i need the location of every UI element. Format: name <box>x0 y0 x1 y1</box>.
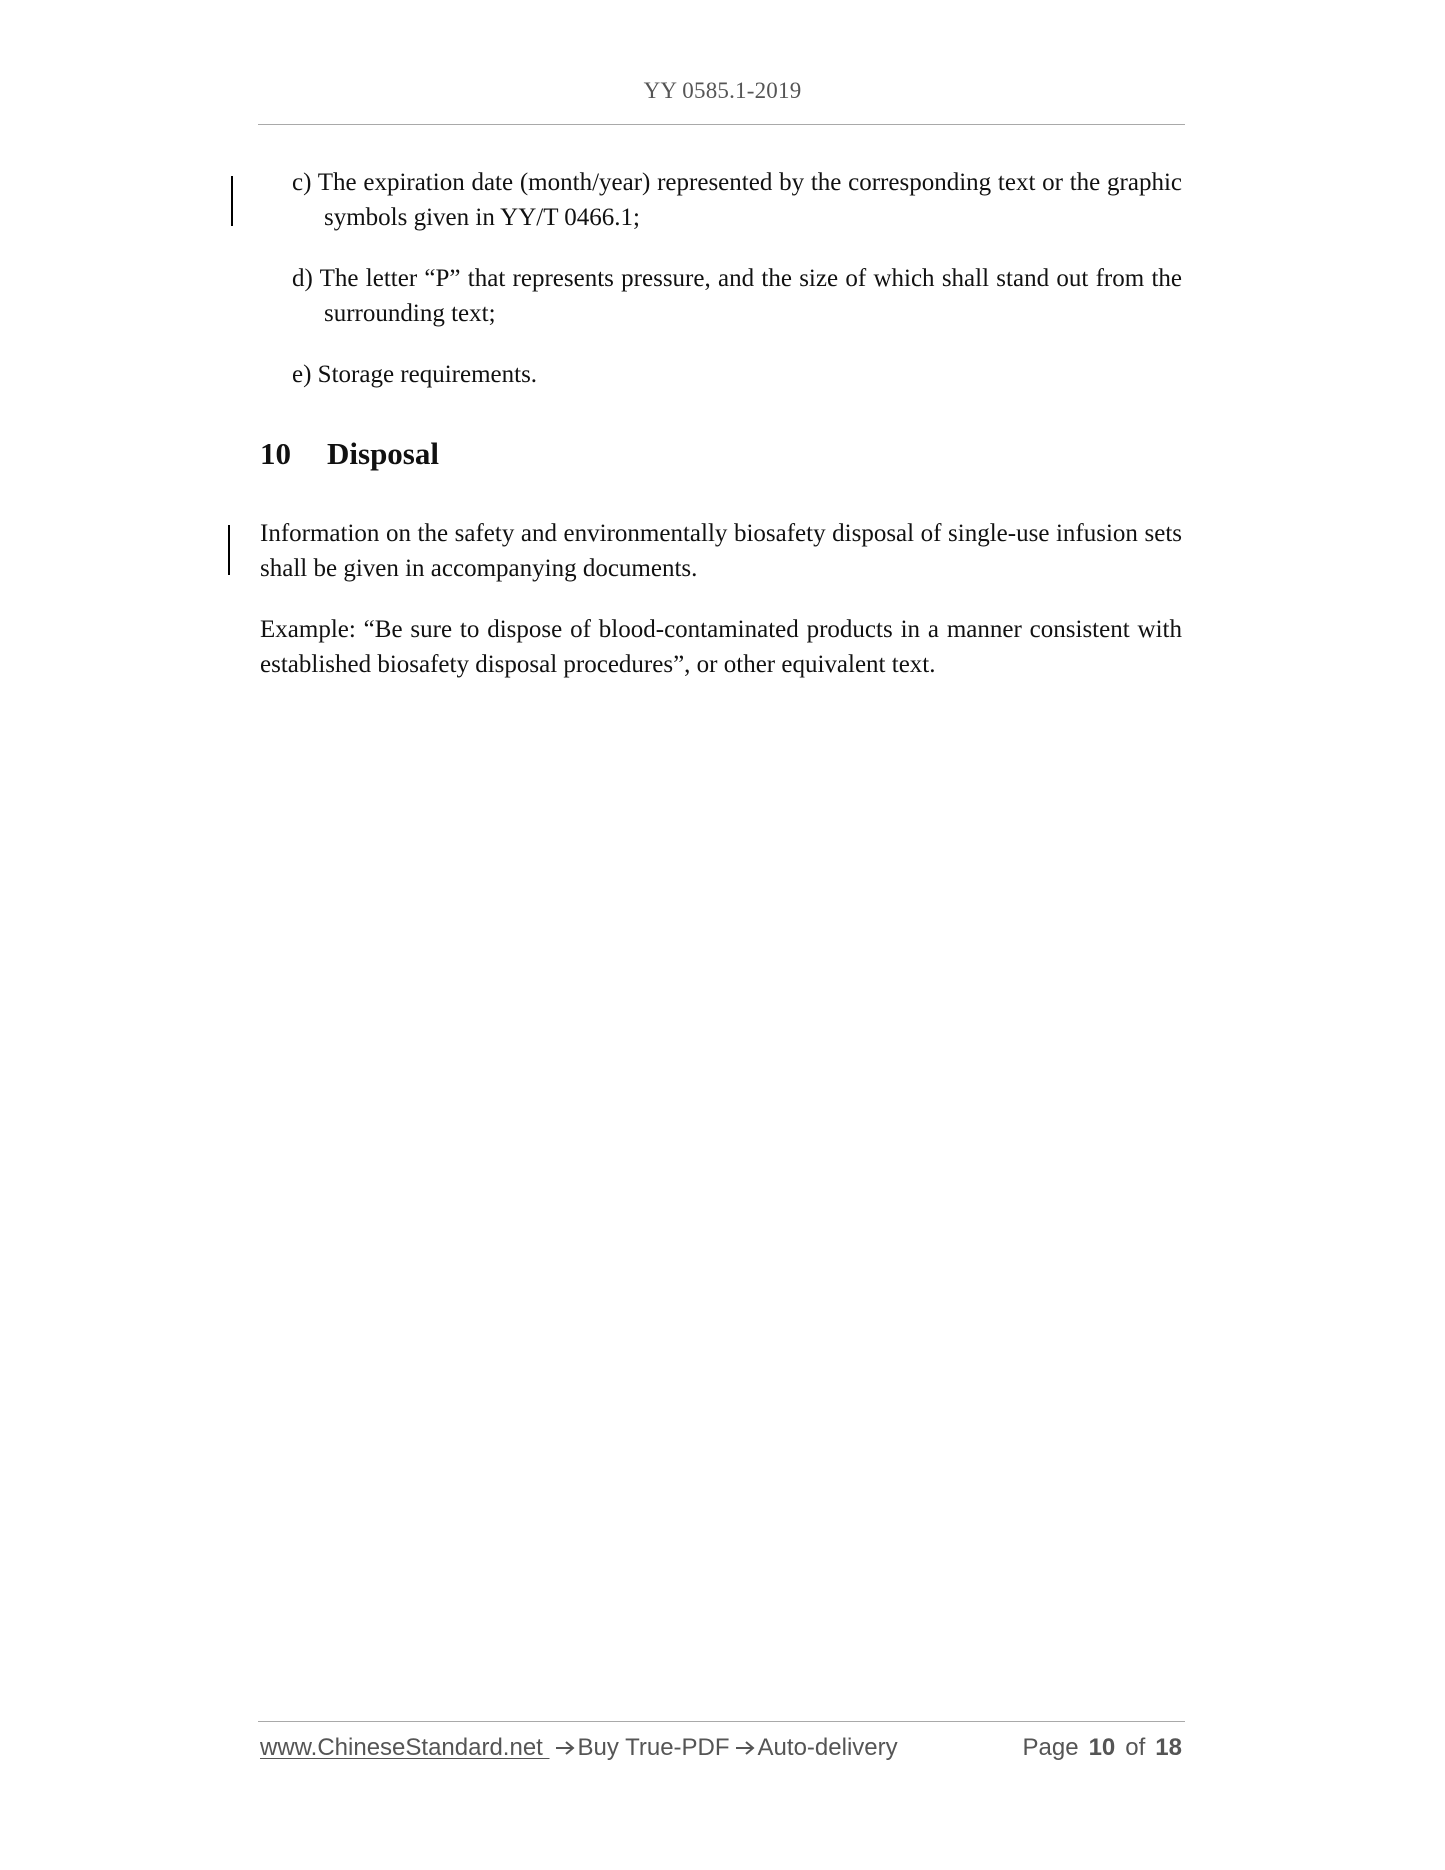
current-page-number: 10 <box>1088 1734 1116 1761</box>
header-rule <box>258 124 1185 125</box>
footer-rule <box>258 1721 1185 1722</box>
arrow-right-icon <box>554 1740 576 1756</box>
section-heading <box>260 434 1182 474</box>
arrow-right-icon <box>734 1740 756 1756</box>
list-item-e: e) Storage requirements. <box>292 361 538 388</box>
page-label: Page <box>1022 1734 1079 1761</box>
page-indicator <box>1023 1734 1182 1762</box>
footer-links <box>260 1734 898 1762</box>
disposal-paragraph: Information on the safety and environmentally biosafety disposal of single-use infusion sets shall be given in accompanying documents. <box>260 520 1182 582</box>
section-number: 10 <box>260 436 291 471</box>
running-header: YY 0585.1-2019 <box>643 78 802 103</box>
change-bar-marker <box>228 525 230 575</box>
total-pages-number: 18 <box>1155 1734 1182 1761</box>
change-bar-marker <box>231 176 233 226</box>
page-body <box>260 165 1182 682</box>
list-item-d: d) The letter “P” that represents pressure, and the size of which shall stand out from the surrounding text; <box>292 265 1182 327</box>
list-item-c: c) The expiration date (month/year) represented by the corresponding text or the graphic symbols given in YY/T 0466.1; <box>292 169 1182 231</box>
auto-delivery-text: Auto-delivery <box>757 1734 898 1761</box>
site-link[interactable]: www.ChineseStandard.net <box>260 1734 550 1761</box>
of-label: of <box>1125 1734 1146 1761</box>
example-paragraph: Example: “Be sure to dispose of blood-contaminated products in a manner consistent with established biosafety disposal procedures”, or other equivalent text. <box>260 616 1182 678</box>
section-title: Disposal <box>327 436 439 471</box>
buy-true-pdf-link[interactable]: Buy True-PDF <box>577 1734 730 1761</box>
